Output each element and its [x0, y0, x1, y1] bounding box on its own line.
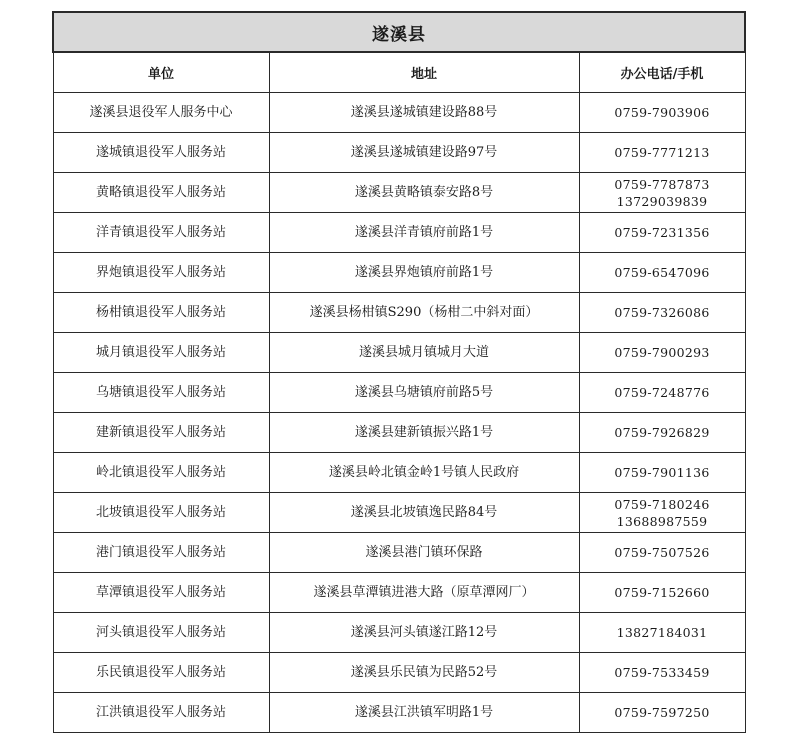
service-station-table	[52, 11, 746, 733]
cell-address: 遂溪县遂城镇建设路88号	[269, 93, 579, 133]
column-header-unit: 单位	[53, 52, 269, 93]
cell-phone	[579, 333, 745, 373]
phone-primary: 0759-7248776	[614, 385, 710, 400]
cell-unit: 北坡镇退役军人服务站	[53, 493, 269, 533]
cell-unit: 遂溪县退役军人服务中心	[53, 93, 269, 133]
cell-phone	[579, 533, 745, 573]
cell-address: 遂溪县黄略镇泰安路8号	[269, 173, 579, 213]
phone-primary: 0759-6547096	[614, 265, 710, 280]
cell-phone	[579, 693, 745, 733]
cell-address: 遂溪县江洪镇军明路1号	[269, 693, 579, 733]
table-row	[53, 133, 745, 173]
cell-unit: 港门镇退役军人服务站	[53, 533, 269, 573]
cell-unit: 建新镇退役军人服务站	[53, 413, 269, 453]
cell-address: 遂溪县乐民镇为民路52号	[269, 653, 579, 693]
cell-address: 遂溪县界炮镇府前路1号	[269, 253, 579, 293]
table-row	[53, 493, 745, 533]
cell-phone	[579, 93, 745, 133]
phone-primary: 0759-7903906	[614, 105, 710, 120]
cell-address: 遂溪县草潭镇进港大路（原草潭网厂）	[269, 573, 579, 613]
table-row	[53, 653, 745, 693]
cell-unit: 黄略镇退役军人服务站	[53, 173, 269, 213]
phone-secondary: 13688987559	[616, 513, 708, 529]
table-row	[53, 413, 745, 453]
cell-address: 遂溪县杨柑镇S290（杨柑二中斜对面）	[269, 293, 579, 333]
table-row	[53, 213, 745, 253]
title-row	[53, 12, 745, 52]
phone-primary: 0759-7597250	[614, 705, 710, 720]
phone-primary: 0759-7180246	[614, 496, 710, 512]
cell-phone	[579, 133, 745, 173]
cell-address: 遂溪县乌塘镇府前路5号	[269, 373, 579, 413]
cell-phone	[579, 613, 745, 653]
cell-unit: 杨柑镇退役军人服务站	[53, 293, 269, 333]
column-header-address: 地址	[269, 52, 579, 93]
cell-phone	[579, 213, 745, 253]
table-row	[53, 613, 745, 653]
cell-address: 遂溪县城月镇城月大道	[269, 333, 579, 373]
cell-phone	[579, 373, 745, 413]
cell-unit: 河头镇退役军人服务站	[53, 613, 269, 653]
cell-phone	[579, 573, 745, 613]
table-row	[53, 693, 745, 733]
column-header-phone: 办公电话/手机	[579, 52, 745, 93]
cell-unit: 乌塘镇退役军人服务站	[53, 373, 269, 413]
cell-unit: 江洪镇退役军人服务站	[53, 693, 269, 733]
header-row	[53, 52, 745, 93]
cell-address: 遂溪县北坡镇逸民路84号	[269, 493, 579, 533]
table-row	[53, 453, 745, 493]
cell-phone	[579, 453, 745, 493]
cell-address: 遂溪县河头镇遂江路12号	[269, 613, 579, 653]
cell-phone	[579, 413, 745, 453]
phone-primary: 0759-7771213	[614, 145, 710, 160]
phone-primary: 0759-7231356	[614, 225, 710, 240]
phone-primary: 0759-7900293	[614, 345, 710, 360]
cell-unit: 岭北镇退役军人服务站	[53, 453, 269, 493]
table-row	[53, 253, 745, 293]
table-row	[53, 293, 745, 333]
cell-address: 遂溪县港门镇环保路	[269, 533, 579, 573]
cell-unit: 遂城镇退役军人服务站	[53, 133, 269, 173]
cell-address: 遂溪县洋青镇府前路1号	[269, 213, 579, 253]
cell-phone	[579, 653, 745, 693]
phone-primary: 0759-7787873	[614, 176, 710, 192]
phone-primary: 0759-7533459	[614, 665, 710, 680]
cell-unit: 洋青镇退役军人服务站	[53, 213, 269, 253]
phone-primary: 0759-7926829	[614, 425, 710, 440]
cell-address: 遂溪县遂城镇建设路97号	[269, 133, 579, 173]
phone-primary: 0759-7326086	[614, 305, 710, 320]
phone-secondary: 13729039839	[616, 193, 708, 209]
phone-primary: 0759-7901136	[614, 465, 710, 480]
table-row	[53, 373, 745, 413]
cell-phone	[579, 253, 745, 293]
phone-primary: 13827184031	[616, 625, 708, 640]
table-row	[53, 333, 745, 373]
table-title: 遂溪县	[53, 12, 745, 52]
cell-unit: 界炮镇退役军人服务站	[53, 253, 269, 293]
cell-address: 遂溪县岭北镇金岭1号镇人民政府	[269, 453, 579, 493]
table-row	[53, 93, 745, 133]
phone-primary: 0759-7152660	[614, 585, 710, 600]
cell-phone	[579, 173, 745, 213]
cell-phone	[579, 293, 745, 333]
cell-phone	[579, 493, 745, 533]
cell-unit: 草潭镇退役军人服务站	[53, 573, 269, 613]
table-row	[53, 573, 745, 613]
cell-address: 遂溪县建新镇振兴路1号	[269, 413, 579, 453]
table-row	[53, 533, 745, 573]
cell-unit: 城月镇退役军人服务站	[53, 333, 269, 373]
table-row	[53, 173, 745, 213]
phone-primary: 0759-7507526	[614, 545, 710, 560]
cell-unit: 乐民镇退役军人服务站	[53, 653, 269, 693]
